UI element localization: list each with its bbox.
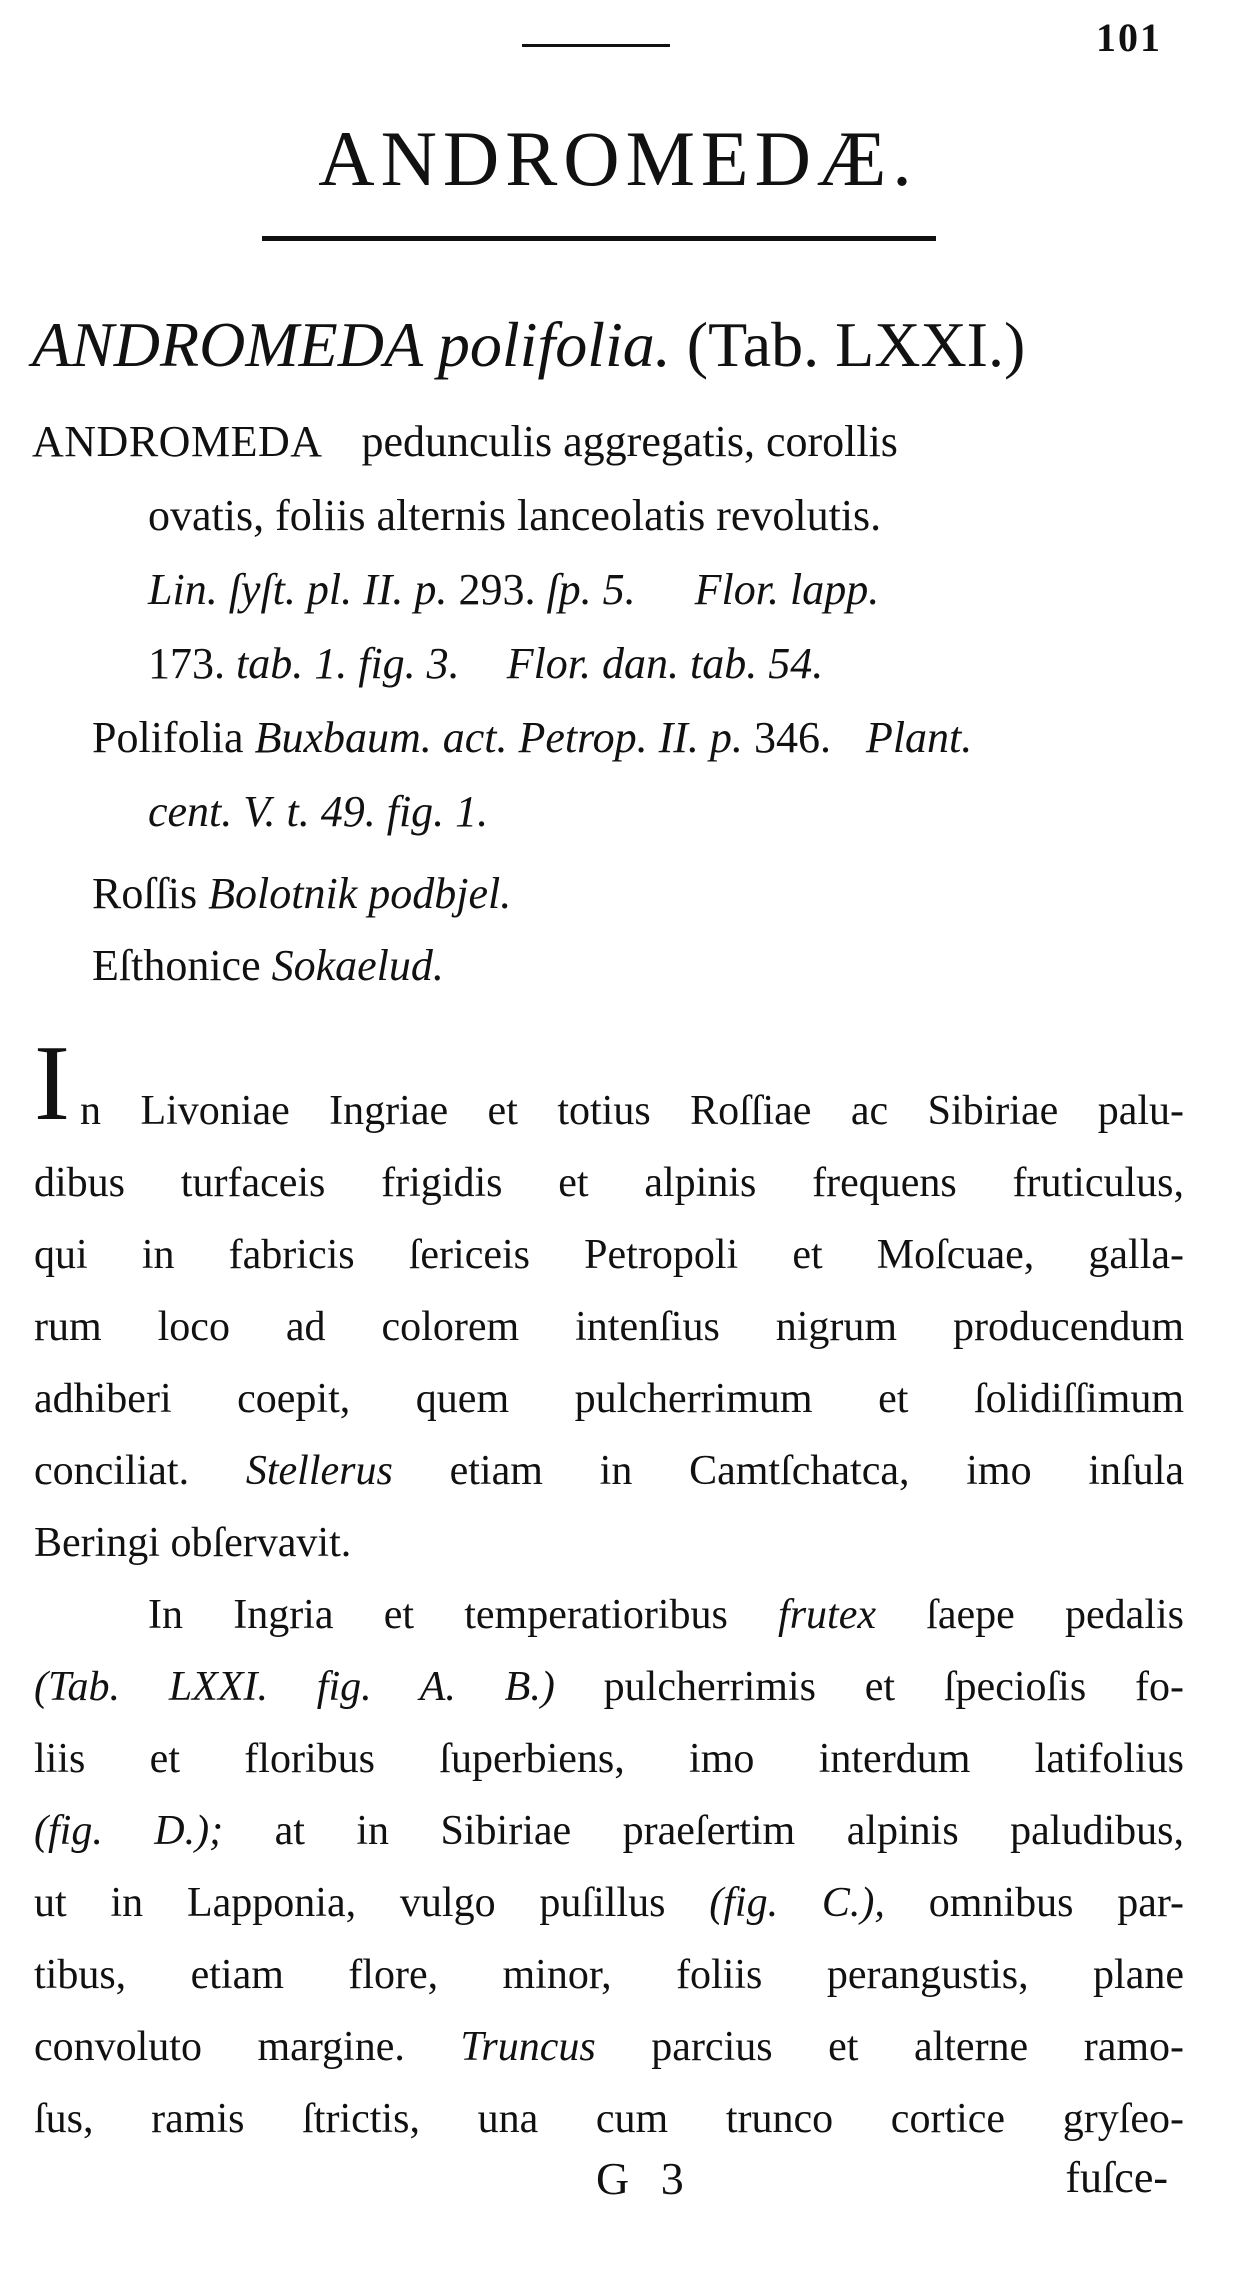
drop-cap: I [34,1024,70,1143]
catchword: fuſce- [1065,2153,1168,2202]
synonymy-line: cent. V. t. 49. fig. 1. [148,787,489,836]
paragraph-line: In Ingria et temperatioribus frutex ſaepe pedalis [148,1592,1185,1638]
paragraph-line: liis et floribus ſuperbiens, imo interdum latifolius [34,1736,1184,1782]
synonymy-line: Eſthonice Sokaelud. [92,941,444,990]
paragraph-line: (Tab. LXXI. fig. A. B.) pulcherrimis et ſpecioſis fo- [34,1664,1184,1710]
paragraph-line: (fig. D.); at in Sibiriae praeſertim alpinis paludibus, [34,1808,1184,1854]
synonymy-line: Roſſis Bolotnik podbjel. [92,869,512,918]
paragraph-line: rum loco ad colorem intenſius nigrum producendum [34,1304,1184,1350]
page-number: 101 [1096,15,1162,60]
genus-name: ANDROMEDA [32,309,422,380]
paragraph-line: qui in fabricis ſericeis Petropoli et Moſcuae, galla- [34,1232,1184,1278]
signature-mark: G 3 [596,2153,694,2204]
synonymy-line: ovatis, foliis alternis lanceolatis revolutis. [148,491,882,540]
paragraph-line: ut in Lapponia, vulgo puſillus (fig. C.), omnibus par- [34,1880,1185,1926]
synonymy-line: Polifolia Buxbaum. act. Petrop. II. p. 346. Plant. [92,713,973,762]
paragraph-line: dibus turfaceis frigidis et alpinis frequens fruticulus, [34,1160,1184,1206]
paragraph-line: adhiberi coepit, quem pulcherrimum et ſolidiſſimum [34,1376,1184,1422]
paragraph-line: conciliat. Stellerus etiam in Camtſchatca, imo inſula [34,1448,1185,1494]
plate-reference: (Tab. LXXI.) [686,309,1026,380]
synonymy-line: Lin. ſyſt. pl. II. p. 293. ſp. 5. Flor. lapp. [148,565,880,614]
section-title: ANDROMEDÆ. [318,115,918,202]
paragraph-line: ſus, ramis ſtrictis, una cum trunco cortice gryſeo- [34,2096,1184,2142]
species-heading [32,308,1025,382]
synonymy-line: ANDROMEDA pedunculis aggregatis, corollis [32,417,898,466]
species-epithet: polifolia. [437,309,671,380]
paragraph-line: convoluto margine. Truncus parcius et alterne ramo- [34,2024,1185,2070]
paragraph-line: tibus, etiam flore, minor, foliis perangustis, plane [34,1952,1184,1998]
paragraph-line: n Livoniae Ingriae et totius Roſſiae ac Sibiriae palu- [80,1088,1184,1134]
synonymy-line: 173. tab. 1. fig. 3. Flor. dan. tab. 54. [148,639,824,688]
header-rule [522,44,670,47]
paragraph-line: Beringi obſervavit. [34,1520,352,1566]
title-rule [262,236,936,241]
